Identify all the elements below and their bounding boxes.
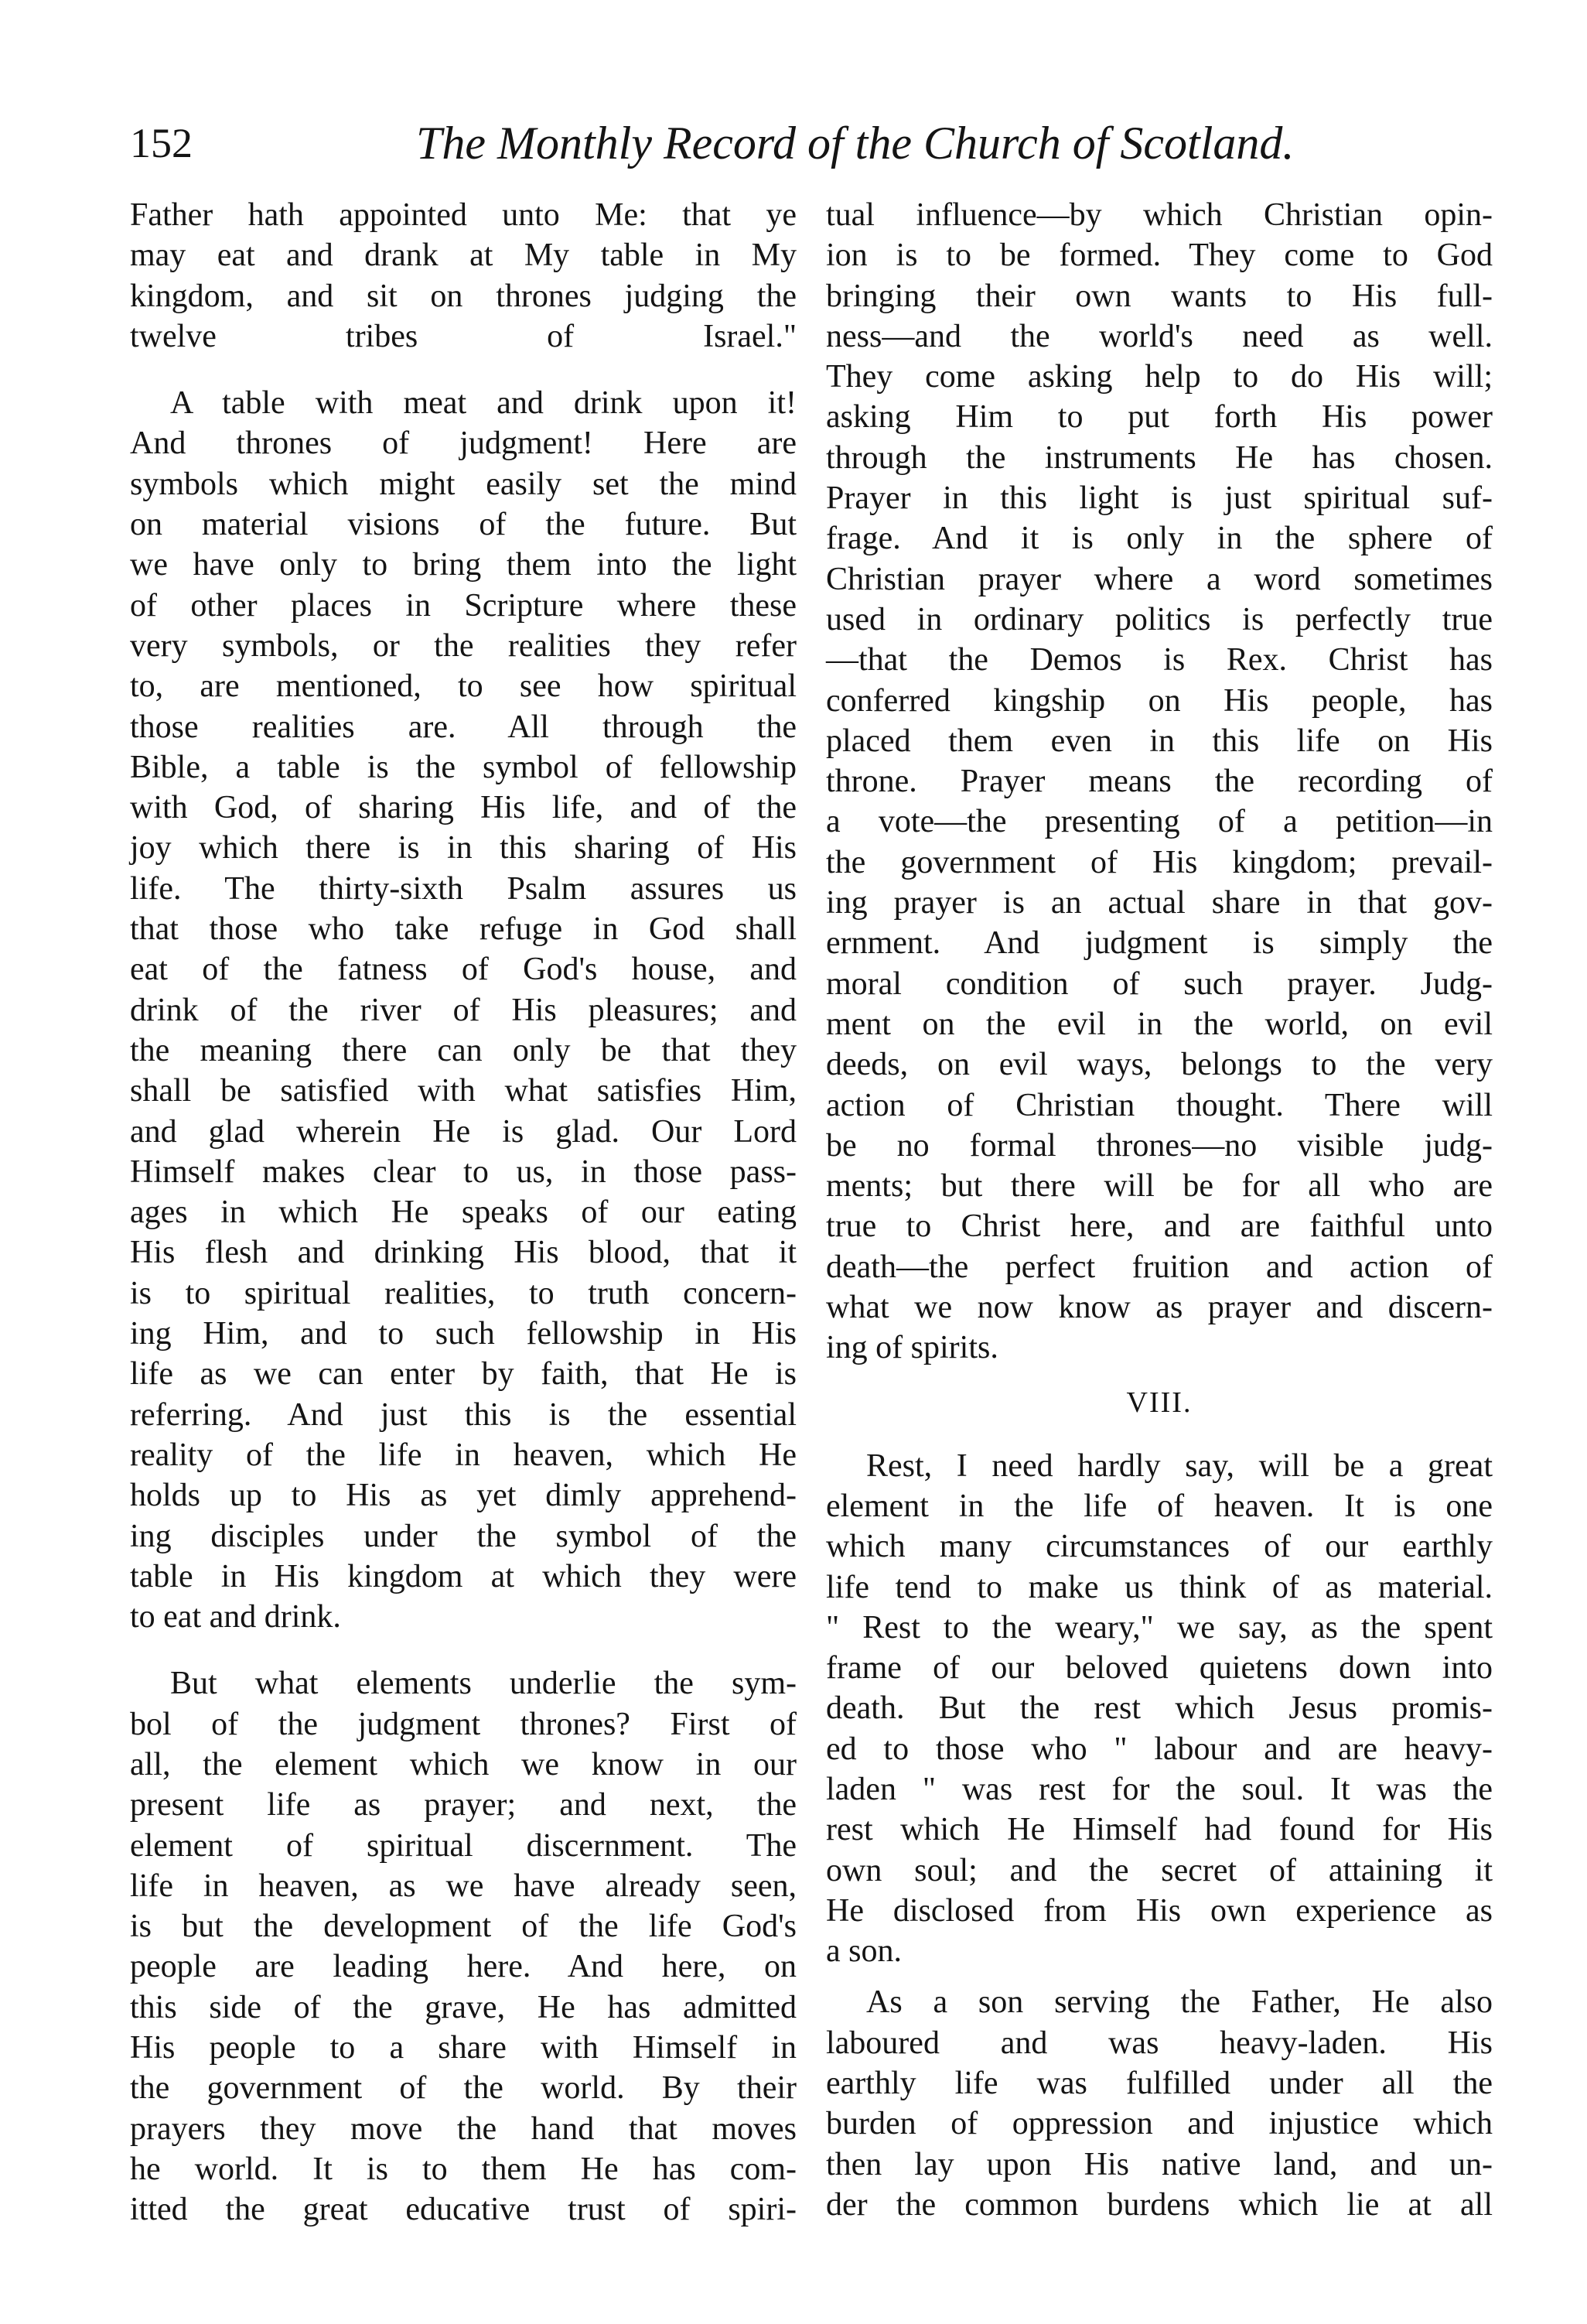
text-line: Himself makes clear to us, in those pass- [130, 1153, 797, 1190]
text-line: ing disciples under the symbol of the [130, 1518, 797, 1554]
text-line: people are leading here. And here, on [130, 1949, 797, 1985]
text-line: referring. And just this is the essential [130, 1396, 797, 1433]
text-line: the government of His kingdom; prevail- [826, 844, 1493, 880]
text-line: earthly life was fulfilled under all the [826, 2066, 1493, 2102]
text-line: der the common burdens which lie at all [826, 2186, 1493, 2223]
text-line: joy which there is in this sharing of His [130, 830, 797, 866]
text-line: with God, of sharing His life, and of the [130, 790, 797, 826]
text-line: reality of the life in heaven, which He [130, 1437, 797, 1473]
text-line: symbols which might easily set the mind [130, 466, 797, 502]
paragraph [826, 1446, 1493, 1972]
text-line: very symbols, or the realities they refer [130, 627, 797, 664]
text-line: Bible, a table is the symbol of fellowship [130, 749, 797, 785]
text-line: deeds, on evil ways, belongs to the very [826, 1047, 1493, 1083]
page-number: 152 [130, 120, 193, 166]
text-line: ing Him, and to such fellowship in His [130, 1316, 797, 1352]
text-line: moral condition of such prayer. Judg- [826, 965, 1493, 1002]
text-line: then lay upon His native land, and un- [826, 2146, 1493, 2182]
text-line: ing of spirits. [826, 1330, 998, 1366]
text-line: to eat and drink. [130, 1599, 341, 1635]
text-line: all, the element which we know in our [130, 1746, 797, 1782]
text-line: holds up to His as yet dimly apprehend- [130, 1478, 797, 1514]
text-line: life as we can enter by faith, that He is [130, 1356, 797, 1393]
text-line: the meaning there can only be that they [130, 1032, 797, 1068]
text-line: action of Christian thought. There will [826, 1087, 1493, 1123]
paragraph [130, 1663, 797, 2230]
text-line: throne. Prayer means the recording of [826, 764, 1493, 800]
text-line: and glad wherein He is glad. Our Lord [130, 1113, 797, 1150]
text-line: rest which He Himself had found for His [826, 1812, 1493, 1848]
text-line: this side of the grave, He has admitted [130, 1989, 797, 2025]
text-line: conferred kingship on His people, has [826, 682, 1493, 719]
left-column [130, 195, 797, 2230]
text-line: prayers they move the hand that moves [130, 2110, 797, 2147]
text-line: be no formal thrones—no visible judg- [826, 1127, 1493, 1164]
text-line: on material visions of the future. But [130, 507, 797, 543]
running-title: The Monthly Record of the Church of Scotland. [416, 118, 1295, 169]
text-line: ments; but there will be for all who are [826, 1168, 1493, 1205]
text-line: he world. It is to them He has com- [130, 2151, 797, 2187]
text-line: those realities are. All through the [130, 709, 797, 745]
paragraph [826, 1982, 1493, 2225]
text-line: burden of oppression and injustice which [826, 2106, 1493, 2142]
section-number: VIII. [1126, 1386, 1193, 1419]
text-line: He disclosed from His own experience as [826, 1892, 1493, 1929]
text-line: ness—and the world's need as well. [826, 318, 1493, 354]
paragraph [130, 383, 797, 1637]
text-line: a son. [826, 1933, 902, 1970]
text-line: present life as prayer; and next, the [130, 1787, 797, 1823]
text-line: of other places in Scripture where these [130, 587, 797, 624]
paragraph [130, 195, 797, 357]
text-line: may eat and drank at My table in My [130, 238, 797, 274]
text-line: true to Christ here, and are faithful unto [826, 1208, 1493, 1245]
text-line: Rest, I need hardly say, will be a great [866, 1447, 1493, 1484]
text-line: Prayer in this light is just spiritual suf- [826, 480, 1493, 517]
text-line: that those who take refuge in God shall [130, 911, 797, 948]
text-line: kingdom, and sit on thrones judging the [130, 278, 797, 314]
text-line: ion is to be formed. They come to God [826, 238, 1493, 274]
text-line: frage. And it is only in the sphere of [826, 521, 1493, 557]
text-line: As a son serving the Father, He also [866, 1984, 1493, 2021]
text-line: ernment. And judgment is simply the [826, 925, 1493, 962]
text-line: life. The thirty-sixth Psalm assures us [130, 870, 797, 907]
text-line: own soul; and the secret of attaining it [826, 1852, 1493, 1888]
text-line: is but the development of the life God's [130, 1909, 797, 1945]
text-line: eat of the fatness of God's house, and [130, 952, 797, 988]
text-line: placed them even in this life on His [826, 723, 1493, 759]
text-line: asking Him to put forth His power [826, 399, 1493, 436]
text-line: the government of the world. By their [130, 2070, 797, 2107]
text-line: A table with meat and drink upon it! [170, 385, 797, 422]
text-line: through the instruments He has chosen. [826, 439, 1493, 476]
text-line: we have only to bring them into the light [130, 547, 797, 583]
right-column [826, 195, 1493, 2225]
paragraph [826, 195, 1493, 1369]
text-line: laden " was rest for the soul. It was the [826, 1771, 1493, 1807]
page-header [130, 108, 1491, 178]
text-line: element in the life of heaven. It is one [826, 1488, 1493, 1524]
text-line: life in heaven, as we have already seen, [130, 1868, 797, 1904]
text-line: is to spiritual realities, to truth concern- [130, 1275, 797, 1311]
text-line: ed to those who " labour and are heavy- [826, 1731, 1493, 1767]
text-line: a vote—the presenting of a petition—in [826, 804, 1493, 840]
text-line: shall be satisfied with what satisfies Him, [130, 1073, 797, 1109]
text-line: tual influence—by which Christian opin- [826, 197, 1493, 233]
text-line: ment on the evil in the world, on evil [826, 1006, 1493, 1042]
text-line: which many circumstances of our earthly [826, 1529, 1493, 1565]
text-line: But what elements underlie the sym- [170, 1666, 797, 1702]
text-line: And thrones of judgment! Here are [130, 425, 797, 462]
text-line: what we now know as prayer and discern- [826, 1290, 1493, 1326]
text-line: laboured and was heavy-laden. His [826, 2025, 1493, 2061]
text-line: frame of our beloved quietens down into [826, 1650, 1493, 1687]
text-line: life tend to make us think of as material. [826, 1569, 1493, 1605]
text-line: ing prayer is an actual share in that gov- [826, 885, 1493, 921]
text-line: drink of the river of His pleasures; and [130, 992, 797, 1028]
text-line: itted the great educative trust of spiri- [130, 2192, 797, 2228]
text-line: used in ordinary politics is perfectly true [826, 601, 1493, 637]
text-line: His people to a share with Himself in [130, 2030, 797, 2066]
text-line: ages in which He speaks of our eating [130, 1194, 797, 1231]
text-line: bringing their own wants to His full- [826, 278, 1493, 314]
text-line: death—the perfect fruition and action of [826, 1249, 1493, 1285]
text-line: twelve tribes of Israel." [130, 318, 797, 354]
text-line: Father hath appointed unto Me: that ye [130, 197, 797, 233]
text-line: element of spiritual discernment. The [130, 1827, 797, 1864]
text-line: death. But the rest which Jesus promis- [826, 1690, 1493, 1727]
text-line: " Rest to the weary," we say, as the spent [826, 1609, 1493, 1646]
text-line: table in His kingdom at which they were [130, 1558, 797, 1594]
text-line: —that the Demos is Rex. Christ has [826, 642, 1493, 678]
text-line: bol of the judgment thrones? First of [130, 1706, 797, 1742]
text-line: His flesh and drinking His blood, that it [130, 1235, 797, 1271]
text-line: to, are mentioned, to see how spiritual [130, 668, 797, 705]
text-line: Christian prayer where a word sometimes [826, 561, 1493, 597]
text-line: They come asking help to do His will; [826, 359, 1493, 395]
